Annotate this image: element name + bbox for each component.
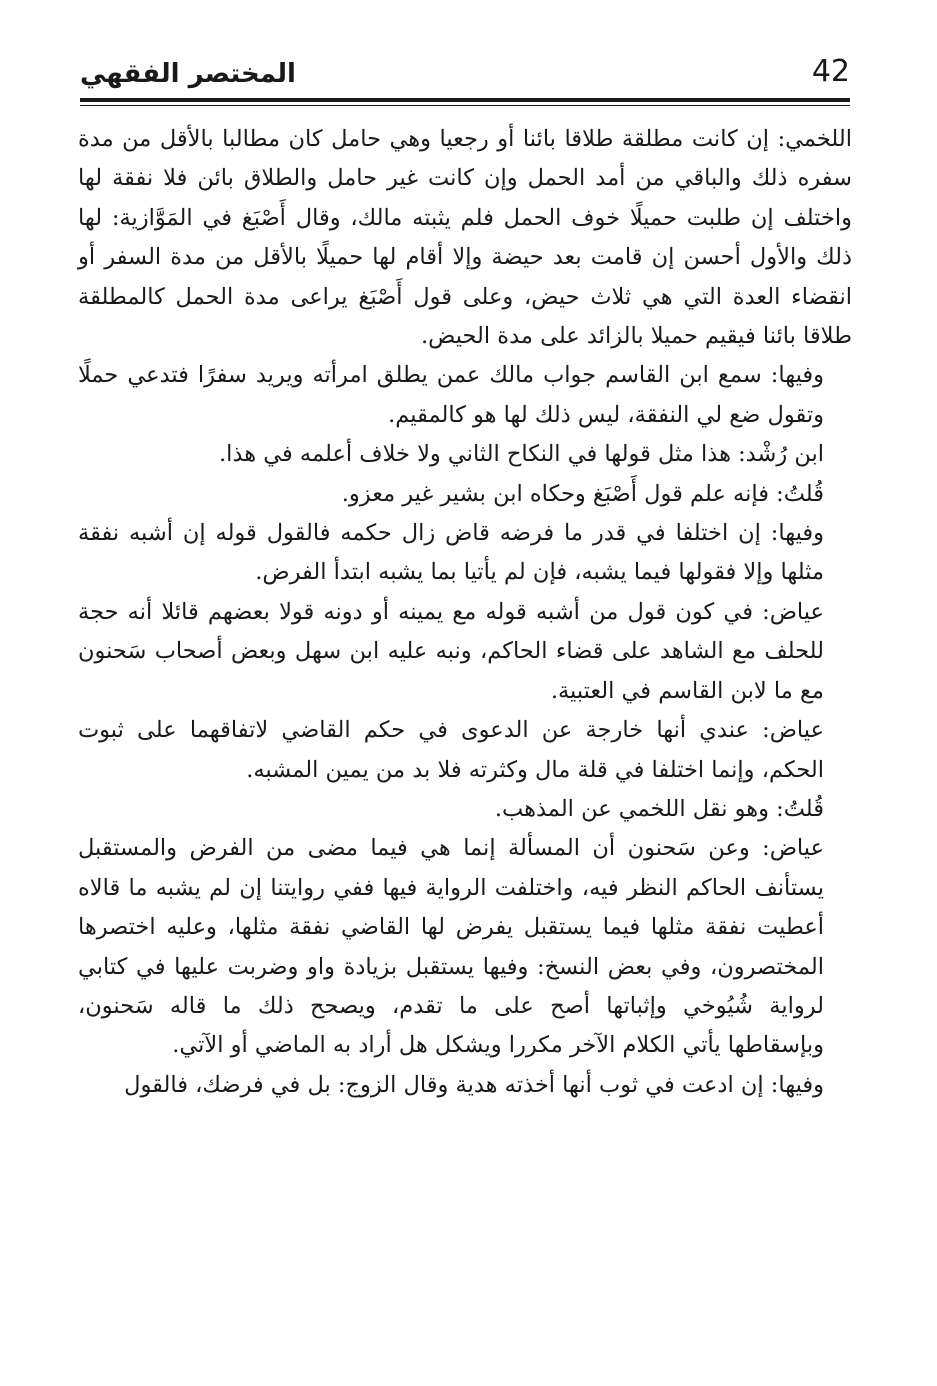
page-number: 42	[811, 54, 850, 89]
paragraph: ابن رُشْد: هذا مثل قولها في النكاح الثاني ولا خلاف أعلمه في هذا.	[219, 441, 824, 468]
header-rule-thin	[80, 105, 850, 106]
paragraph: وفيها: سمع ابن القاسم جواب مالك عمن يطلق امرأته ويريد سفرًا فتدعي حملًا وتقول ضع لي النفقة، ليس ذلك لها هو كالمقيم.	[78, 362, 824, 428]
paragraph: عياض: وعن سَحنون أن المسألة إنما هي فيما مضى من الفرض والمستقبل يستأنف الحاكم النظر فيه، واختلفت الرواية فيها ففي روايتنا إن لم يشبه ما قالاه أعطيت نفقة مثلها فيما يستقبل يفرض لها القاضي نفقة مثلها، وعليه اختصرها المختصرون، وفي بعض النسخ: وفيها يستقبل بزيادة واو وضربت عليها في كتابي لرواية شُيُوخي وإثباتها أصح على ما تقدم، ويصحح ذلك ما قاله سَحنون، وبإسقاطها يأتي الكلام الآخر مكررا ويشكل هل أراد به الماضي أو الآتي.	[78, 835, 824, 1059]
header-rule-thick	[80, 98, 850, 102]
paragraph: عياض: في كون قول من أشبه قوله مع يمينه أو دونه قولا بعضهم قائلا أنه حجة للحلف مع الشاهد على قضاء الحاكم، ونبه عليه ابن سهل وبعض أصحاب سَحنون مع ما لابن القاسم في العتبية.	[78, 598, 824, 704]
paragraph: قُلتُ: وهو نقل اللخمي عن المذهب.	[494, 795, 824, 822]
paragraph: اللخمي: إن كانت مطلقة طلاقا بائنا أو رجعيا وهي حامل كان مطالبا بالأقل من مدة سفره ذلك والباقي من أمد الحمل وإن كانت غير حامل والطلاق بائن فلا نفقة لها واختلف إن طلبت حميلًا خوف الحمل فلم يثبته مالك، وقال أَصْبَغ في المَوَّازية: لها ذلك والأول أحسن إن قامت بعد حيضة وإلا أقام لها حميلًا بالأقل من مدة السفر أو انقضاء العدة التي هي ثلاث حيض، وعلى قول أَصْبَغ يراعى مدة الحمل كالمطلقة طلاقا بائنا فيقيم حميلا بالزائد على مدة الحيض.	[78, 126, 852, 350]
paragraph: وفيها: إن اختلفا في قدر ما فرضه قاض زال حكمه فالقول قوله إن أشبه نفقة مثلها وإلا فقولها فيما يشبه، فإن لم يأتيا بما يشبه ابتدأ الفرض.	[78, 520, 824, 586]
book-title: المختصر الفقهي	[80, 59, 296, 89]
page-header	[80, 52, 850, 100]
paragraph: وفيها: إن ادعت في ثوب أنها أخذته هدية وقال الزوج: بل في فرضك، فالقول	[124, 1071, 824, 1098]
paragraph: قُلتُ: فإنه علم قول أَصْبَغ وحكاه ابن بشير غير معزو.	[341, 480, 824, 507]
body-text	[78, 120, 852, 1105]
paragraph: عياض: عندي أنها خارجة عن الدعوى في حكم القاضي لاتفاقهما على ثبوت الحكم، وإنما اختلفا في قلة مال وكثرته فلا بد من يمين المشبه.	[78, 717, 824, 783]
